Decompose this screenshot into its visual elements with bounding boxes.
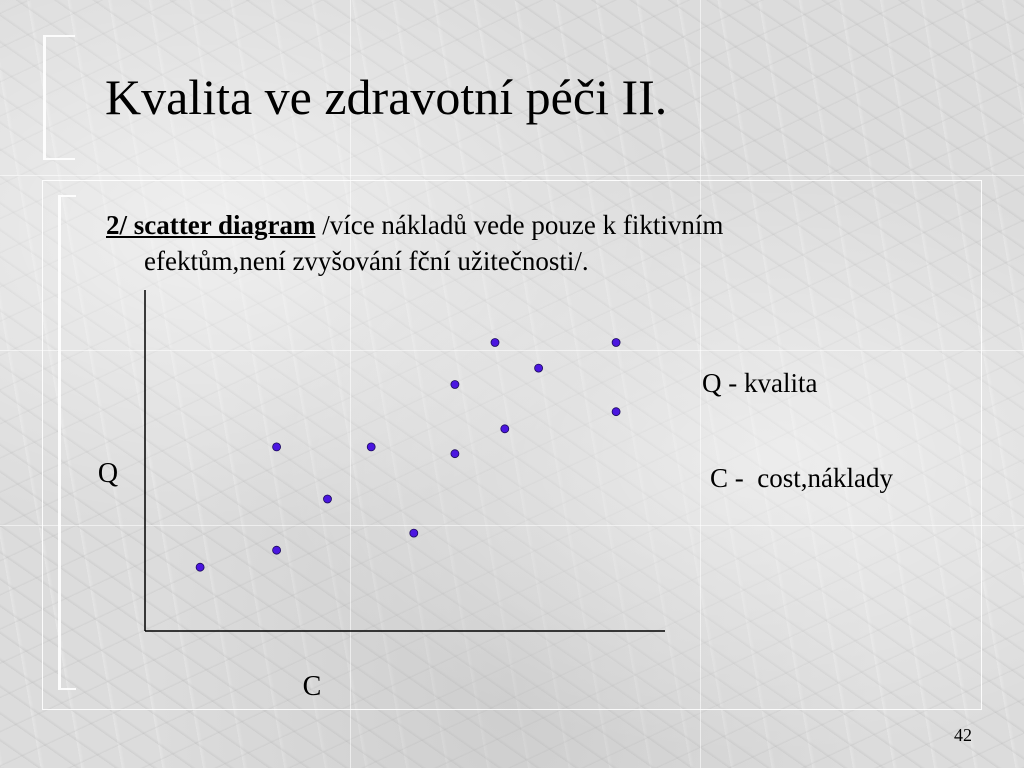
scatter-point xyxy=(451,450,459,458)
scatter-point xyxy=(612,339,620,347)
legend-c-label: C - cost,náklady xyxy=(710,463,893,493)
scatter-point xyxy=(491,339,499,347)
bullet-lead: 2/ scatter diagram xyxy=(106,210,316,240)
data-points xyxy=(196,339,620,572)
scatter-point xyxy=(273,546,281,554)
scatter-point xyxy=(324,495,332,503)
scatter-point xyxy=(367,443,375,451)
scatter-point xyxy=(273,443,281,451)
page-number: 42 xyxy=(954,725,972,745)
scatter-point xyxy=(410,529,418,537)
legend-q-label: Q - kvalita xyxy=(702,368,818,398)
slide-title: Kvalita ve zdravotní péči II. xyxy=(105,69,668,125)
scatter-point xyxy=(612,408,620,416)
bullet-rest-line2: efektům,není zvyšování fční užitečnosti/. xyxy=(144,246,589,276)
scatter-point xyxy=(535,364,543,372)
scatter-point xyxy=(501,425,509,433)
bullet-rest-line1: /více nákladů vede pouze k fiktivním xyxy=(315,210,724,240)
y-axis-label: Q xyxy=(97,458,119,489)
scatter-point xyxy=(196,563,204,571)
x-axis-label: C xyxy=(302,671,322,702)
scatter-point xyxy=(451,381,459,389)
